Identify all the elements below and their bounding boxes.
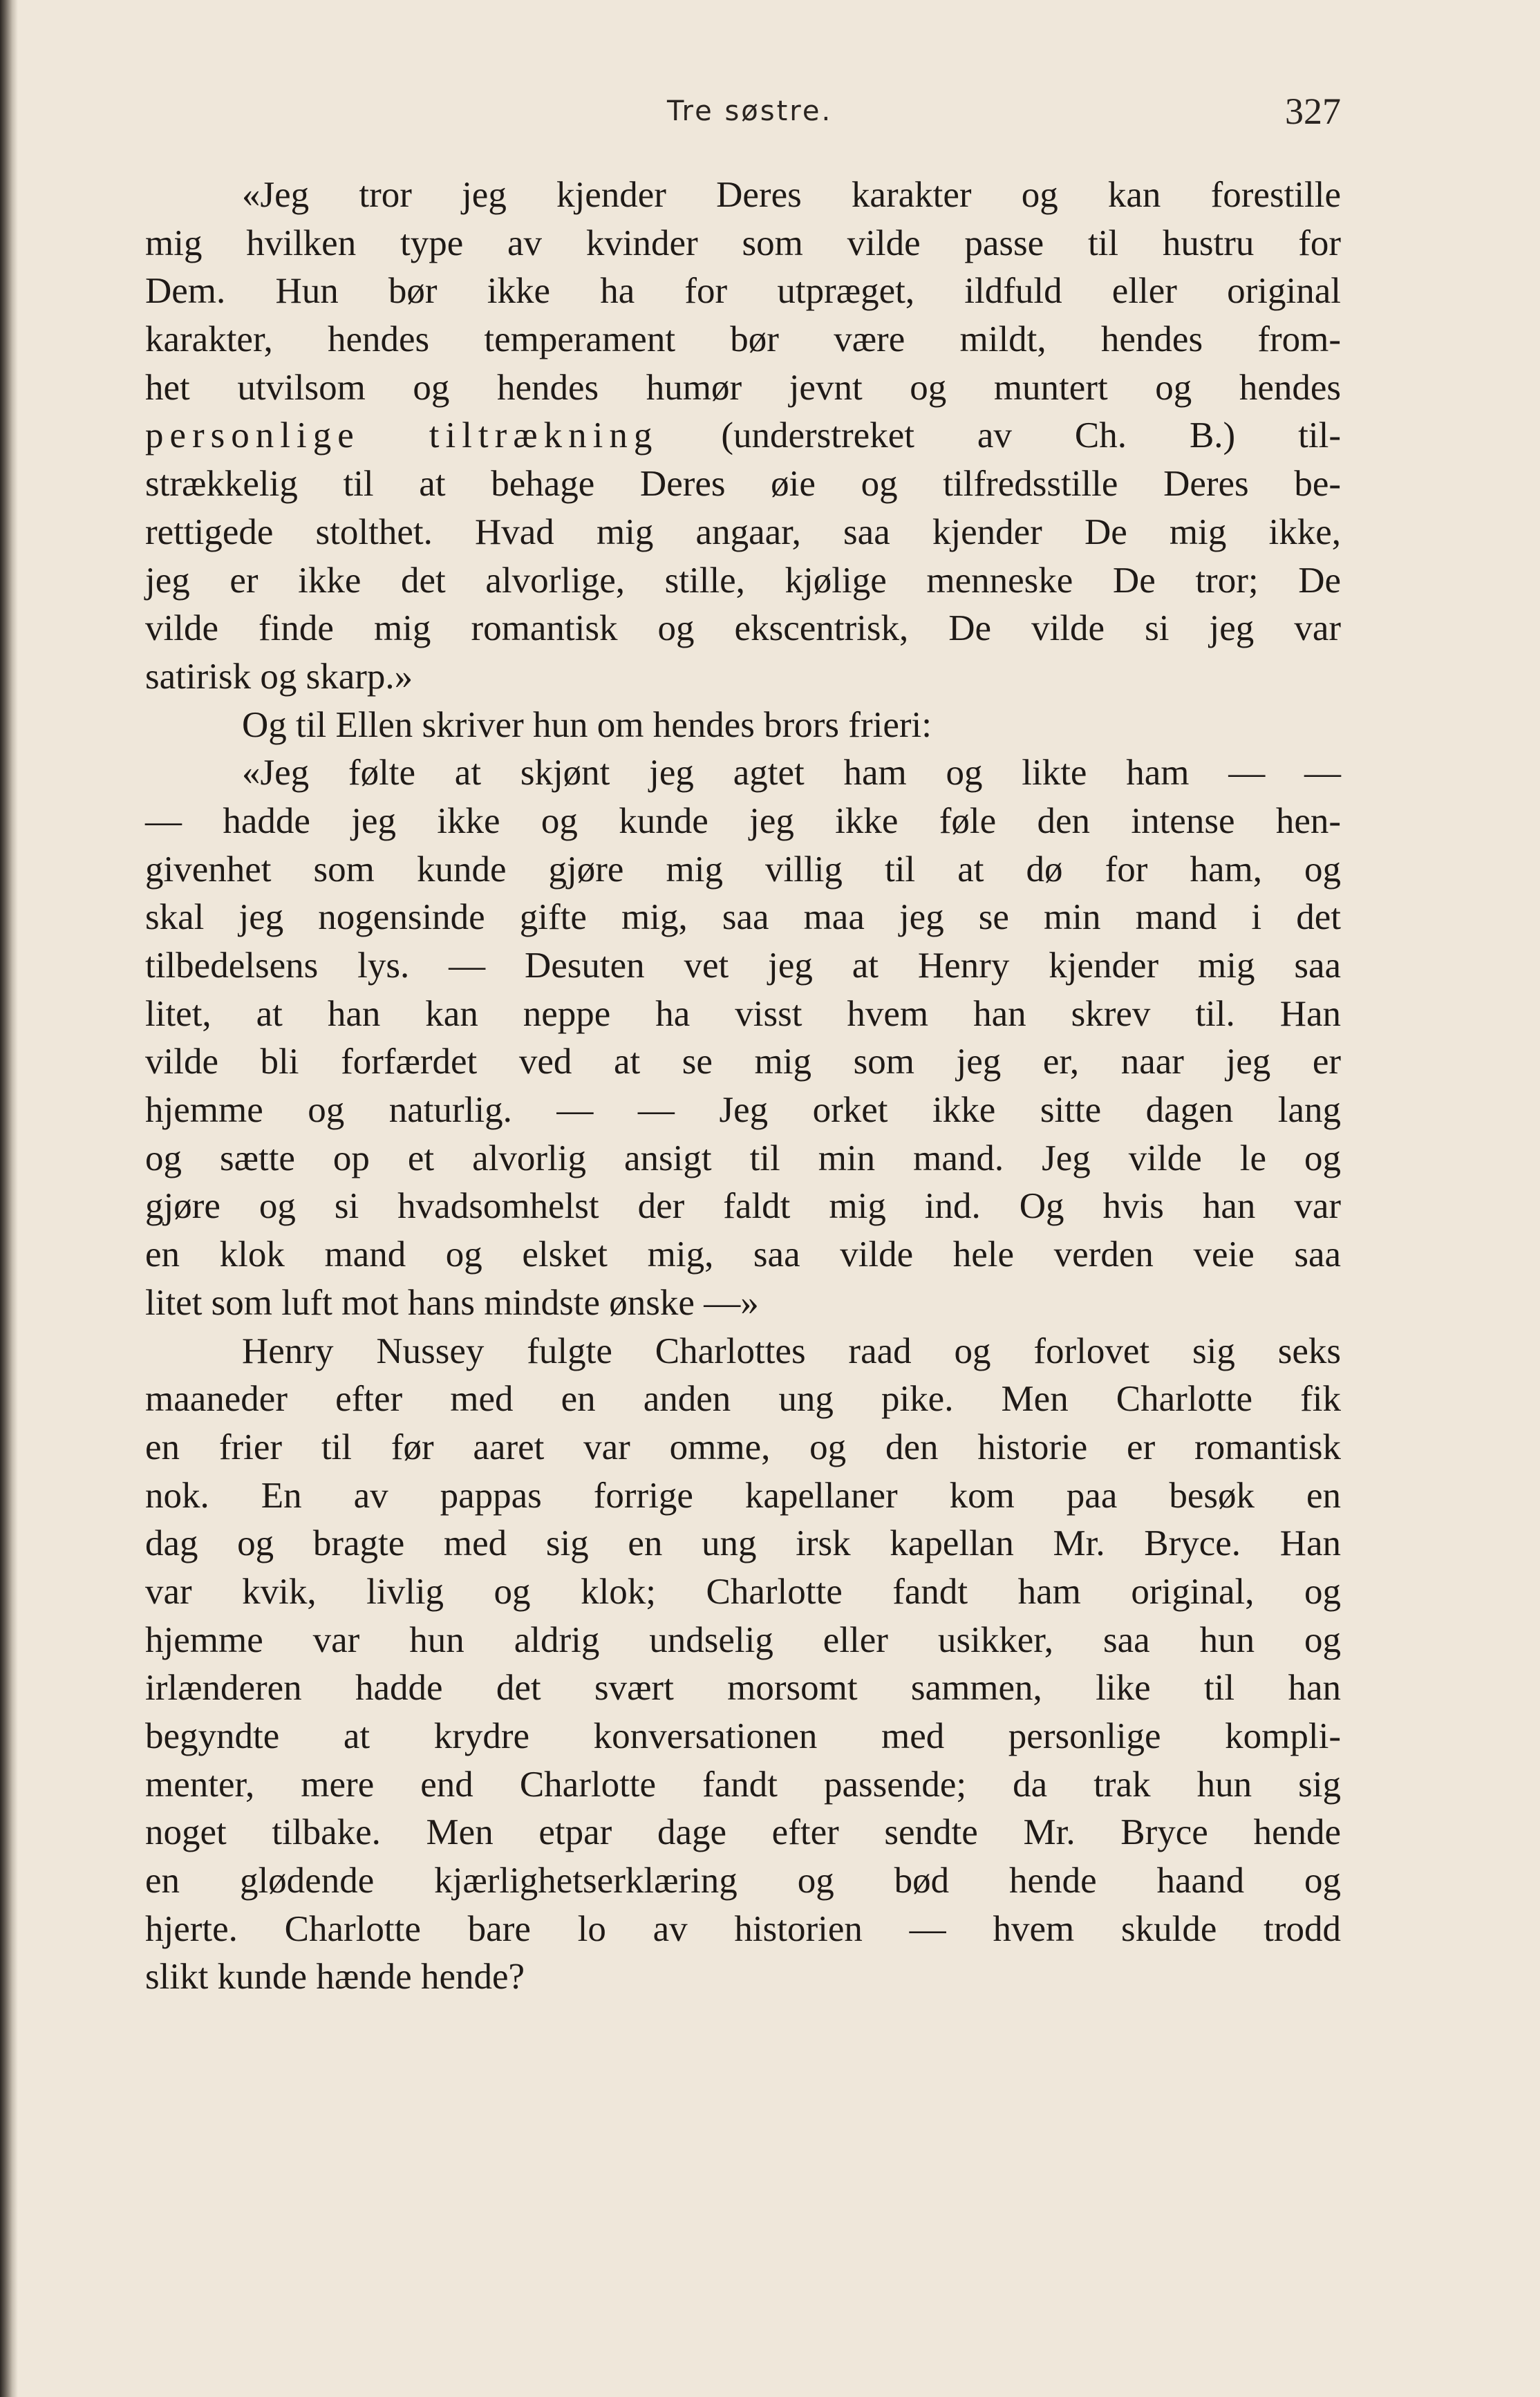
text-line: hjemme var hun aldrig undselig eller usikker, saa hun og [145,1619,1341,1660]
text-line: mig hvilken type av kvinder som vilde passe til hustru for [145,223,1341,263]
text-line: karakter, hendes temperament bør være mildt, hendes from- [145,319,1341,360]
text-line: skal jeg nogensinde gifte mig, saa maa jeg se min mand i det [145,897,1341,938]
text-line: Og til Ellen skriver hun om hendes brors frieri: [242,704,932,745]
text-line: hjemme og naturlig. — — Jeg orket ikke sitte dagen lang [145,1090,1341,1131]
text-line: Henry Nussey fulgte Charlottes raad og forlovet sig seks [242,1331,1341,1371]
text-line: litet som luft mot hans mindste ønske —» [145,1282,759,1323]
text-line: slikt kunde hænde hende? [145,1957,525,1998]
text-line: en klok mand og elsket mig, saa vilde hele verden veie saa [145,1234,1341,1275]
spaced-emphasis: personlige tiltrækning [145,415,659,456]
text-line: gjøre og si hvadsomhelst der faldt mig ind. Og hvis han var [145,1186,1341,1227]
text-line: litet, at han kan neppe ha visst hvem han skrev til. Han [145,993,1341,1034]
text-line: dag og bragte med sig en ung irsk kapellan Mr. Bryce. Han [145,1523,1341,1564]
text-line: tilbedelsens lys. — Desuten vet jeg at Henry kjender mig saa [145,946,1341,986]
text-line: — hadde jeg ikke og kunde jeg ikke føle den intense hen- [145,800,1341,841]
text-line: maaneder efter med en anden ung pike. Men Charlotte fik [145,1379,1341,1420]
text-line: en glødende kjærlighetserklæring og bød hende haand og [145,1861,1341,1901]
text-line: og sætte op et alvorlig ansigt til min mand. Jeg vilde le og [145,1138,1341,1178]
text-line: Dem. Hun bør ikke ha for utpræget, ildfuld eller original [145,271,1341,312]
text-line: satirisk og skarp.» [145,656,413,697]
running-title: Tre søstre. [667,95,833,127]
text-line: nok. En av pappas forrige kapellaner kom paa besøk en [145,1475,1341,1516]
text-line: en frier til før aaret var omme, og den historie er romantisk [145,1427,1341,1467]
line-rest: (understreket av Ch. B.) til- [658,415,1342,456]
text-line: jeg er ikke det alvorlige, stille, kjølige menneske De tror; De [145,560,1341,601]
text-line: hjerte. Charlotte bare lo av historien — hvem skulde trodd [145,1908,1341,1949]
body-text [145,171,1341,2002]
text-line: strækkelig til at behage Deres øie og tilfredsstille Deres be- [145,464,1341,505]
page-number: 327 [1285,91,1341,132]
text-line: menter, mere end Charlotte fandt passende; da trak hun sig [145,1764,1341,1805]
text-line: var kvik, livlig og klok; Charlotte fandt ham original, og [145,1571,1341,1612]
text-line [145,412,1341,460]
page-header [152,90,1341,145]
text-line: het utvilsom og hendes humør jevnt og muntert og hendes [145,367,1341,408]
page-gutter-shadow [0,0,18,2397]
text-line: vilde finde mig romantisk og ekscentrisk, De vilde si jeg var [145,608,1341,649]
text-line: «Jeg følte at skjønt jeg agtet ham og likte ham — — [242,753,1341,793]
text-line: rettigede stolthet. Hvad mig angaar, saa kjender De mig ikke, [145,511,1341,552]
text-line: «Jeg tror jeg kjender Deres karakter og kan forestille [242,175,1341,215]
text-line: noget tilbake. Men etpar dage efter sendte Mr. Bryce hende [145,1812,1341,1853]
text-line: begyndte at krydre konversationen med personlige kompli- [145,1716,1341,1756]
text-line: givenhet som kunde gjøre mig villig til at dø for ham, og [145,849,1341,890]
text-line: vilde bli forfærdet ved at se mig som jeg er, naar jeg er [145,1042,1341,1082]
text-line: irlænderen hadde det svært morsomt sammen, like til han [145,1668,1341,1709]
